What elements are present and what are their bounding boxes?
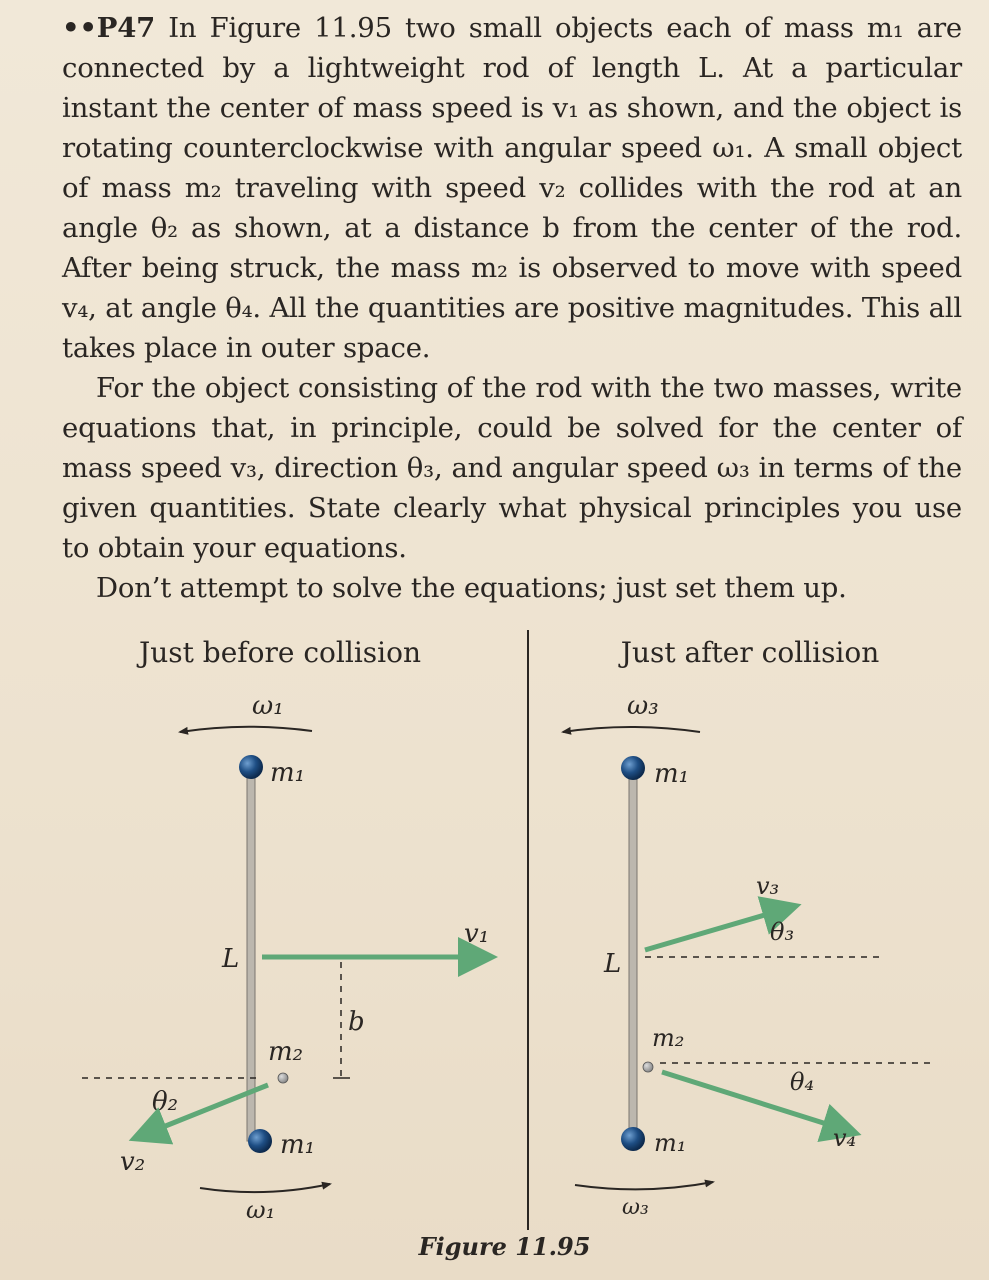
figure-caption: Figure 11.95: [418, 1232, 591, 1261]
after-title: Just after collision: [620, 636, 880, 669]
after-omega-bottom-label: ω₃: [622, 1195, 649, 1220]
before-mass-small: [278, 1073, 288, 1083]
after-velocity-small-label: v₄: [833, 1124, 857, 1152]
after-velocity-small-arrow: [662, 1072, 852, 1132]
after-velocity-cm-label: v₃: [756, 872, 780, 900]
before-rod: [247, 768, 255, 1141]
after-mass-bottom-label: m₁: [654, 1129, 687, 1157]
after-rod: [629, 770, 637, 1140]
before-mass-small-label: m₂: [268, 1037, 304, 1067]
figure-11-95: [0, 610, 989, 1280]
before-omega-top-arrow: [180, 727, 312, 732]
before-title: Just before collision: [139, 636, 421, 669]
problem-paragraph-1: [62, 8, 962, 368]
before-mass-top: [239, 755, 263, 779]
before-distance-label: b: [348, 1007, 365, 1037]
problem-paragraph-2: For the object consisting of the rod with the two masses, write equations that, in principle, could be solved for the center of mass speed v₃, direction θ₃, and angular speed ω₃ in terms of the given quantities. State clearly what physical principles you use to obtain your equations.: [62, 372, 962, 564]
before-panel: [82, 636, 489, 1224]
after-length-label: L: [604, 949, 622, 979]
before-mass-top-label: m₁: [270, 758, 306, 788]
problem-statement: In Figure 11.95 two small objects each of mass m₁ are connected by a lightweight rod of length L. At a particular instant the center of mass speed is v₁ as shown, and the object is rotating counterclockwise with angular speed ω₁. A small object of mass m₂ traveling with speed v₂ collides with the rod at an angle θ₂ as shown, at a distance b from the center of the rod. After being struck, the mass m₂ is observed to move with speed v₄, at angle θ₄. All the quantities are positive magnitudes. This all takes place in outer space.: [62, 12, 962, 364]
after-mass-bottom: [621, 1127, 645, 1151]
before-omega-bottom-label: ω₁: [246, 1196, 276, 1224]
before-omega-bottom-arrow: [200, 1184, 330, 1192]
after-mass-top: [621, 756, 645, 780]
after-omega-top-arrow: [563, 727, 700, 732]
problem-number: ••P47: [62, 12, 156, 44]
after-omega-top-label: ω₃: [627, 691, 659, 721]
before-angle-label: θ₂: [152, 1087, 179, 1117]
before-mass-bottom: [248, 1129, 272, 1153]
problem-text: [62, 8, 962, 608]
before-length-label: L: [222, 944, 240, 974]
after-panel: [563, 636, 935, 1220]
problem-paragraph-3: Don’t attempt to solve the equations; just set them up.: [96, 572, 847, 604]
after-angle-cm-label: θ₃: [770, 918, 795, 946]
before-velocity-small-label: v₂: [120, 1147, 146, 1177]
after-omega-bottom-arrow: [575, 1182, 713, 1189]
after-angle-small-label: θ₄: [790, 1068, 815, 1096]
after-mass-top-label: m₁: [654, 759, 690, 789]
before-omega-top-label: ω₁: [252, 691, 284, 721]
before-mass-bottom-label: m₁: [280, 1130, 316, 1160]
after-mass-small-label: m₂: [652, 1024, 685, 1052]
after-mass-small: [643, 1062, 653, 1072]
before-velocity-cm-label: v₁: [464, 919, 490, 949]
